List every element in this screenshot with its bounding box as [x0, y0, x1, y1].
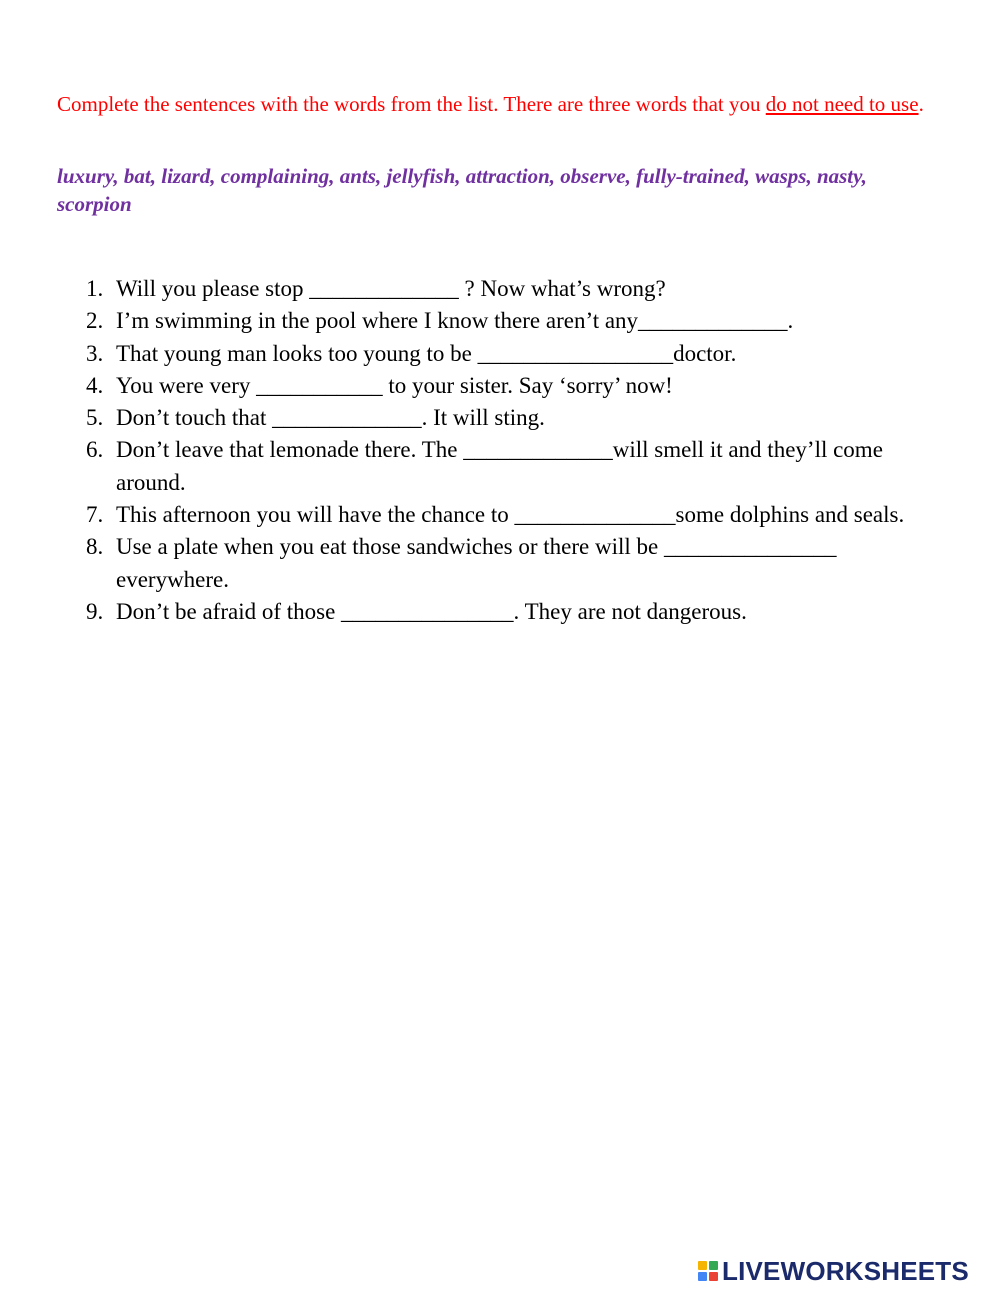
question-item: [86, 596, 946, 628]
question-text: Don’t touch that _____________. It will sting.: [116, 405, 545, 431]
question-item: [86, 370, 946, 402]
question-list: [86, 273, 946, 628]
instructions-underlined: do not need to use: [765, 92, 919, 116]
question-number: 2.: [86, 308, 104, 334]
question-item: [86, 531, 946, 596]
liveworksheets-logo: [698, 1254, 969, 1288]
question-number: 8.: [86, 534, 104, 560]
word-list: luxury, bat, lizard, complaining, ants, jellyfish, attraction, observe, fully-trained, wasps, nasty, scorpion: [57, 164, 867, 216]
question-item: [86, 402, 946, 434]
question-number: 6.: [86, 437, 104, 463]
logo-text: LIVEWORKSHEETS: [722, 1255, 969, 1286]
logo-blocks-icon: [698, 1261, 718, 1281]
instructions-end: .: [918, 92, 924, 116]
question-number: 1.: [86, 276, 104, 301]
question-text: That young man looks too young to be _________________doctor.: [116, 340, 737, 366]
question-number: 4.: [86, 372, 104, 398]
question-item: [86, 273, 946, 305]
question-item: [86, 434, 946, 499]
question-text: You were very ___________ to your sister. Say ‘sorry’ now!: [116, 372, 673, 398]
instructions: [57, 90, 927, 119]
question-text: Will you please stop _____________ ? Now what’s wrong?: [116, 276, 666, 301]
question-text: This afternoon you will have the chance to ______________some dolphins and seals.: [116, 502, 905, 528]
question-item: [86, 499, 946, 531]
question-number: 3.: [86, 340, 104, 366]
question-text: Use a plate when you eat those sandwiches or there will be _______________ everywhere.: [116, 534, 837, 592]
question-item: [86, 305, 946, 337]
question-item: [86, 338, 946, 370]
instructions-text: Complete the sentences with the words from the list. There are three words that you: [57, 92, 766, 116]
question-text: I’m swimming in the pool where I know there aren’t any_____________.: [116, 308, 794, 334]
question-text: Don’t leave that lemonade there. The _____________will smell it and they’ll come around.: [116, 437, 883, 495]
question-number: 9.: [86, 598, 104, 624]
question-text: Don’t be afraid of those _______________. They are not dangerous.: [116, 598, 747, 624]
question-number: 7.: [86, 502, 104, 528]
question-number: 5.: [86, 405, 104, 431]
